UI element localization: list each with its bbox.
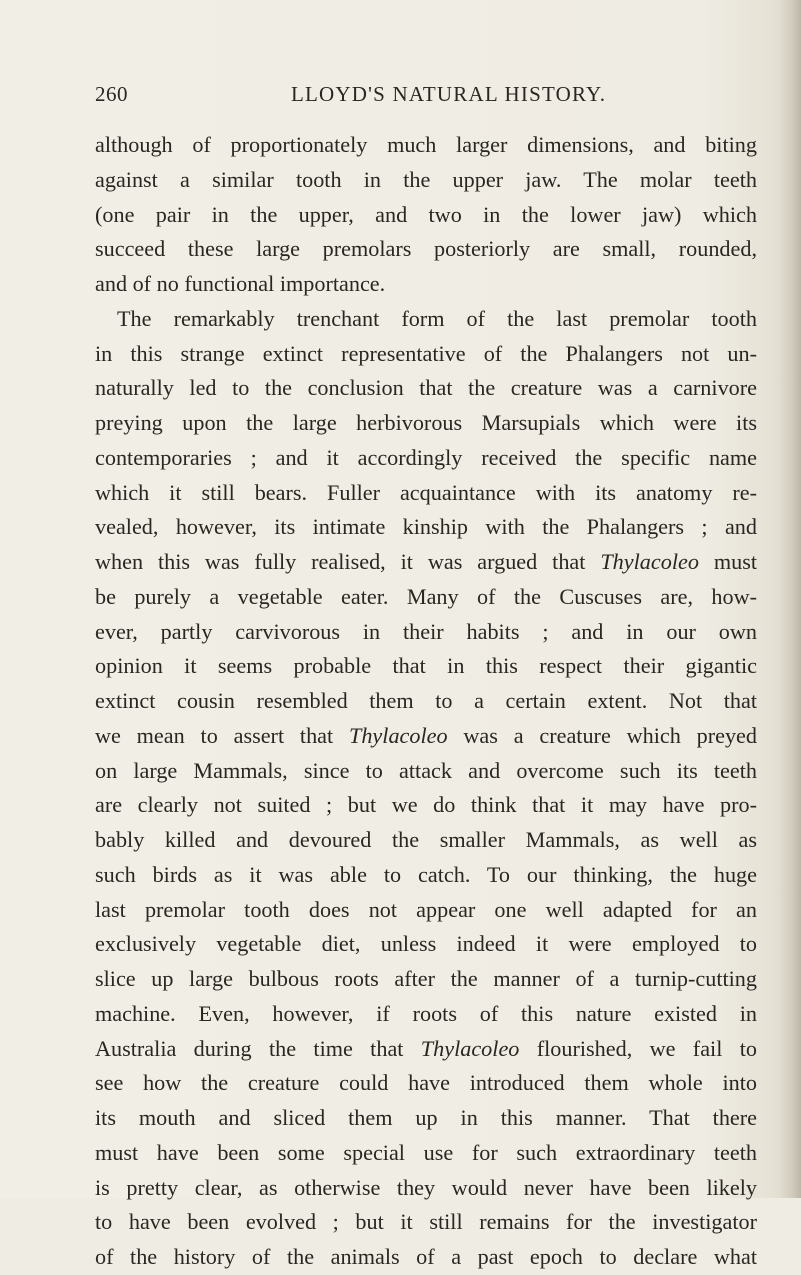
text-line: when this was fully realised, it was argued that Thylacoleo must <box>95 549 757 574</box>
text-line: bably killed and devoured the smaller Mammals, as well as <box>95 827 757 852</box>
text-line: naturally led to the conclusion that the creature was a carnivore <box>95 375 757 401</box>
page-edge-shadow <box>779 0 801 1198</box>
text-line: opinion it seems probable that in this respect their gigantic <box>95 653 757 679</box>
text-line: such birds as it was able to catch. To our thinking, the huge <box>95 861 757 887</box>
text-line: (one pair in the upper, and two in the lower jaw) which <box>95 201 757 227</box>
text-line: on large Mammals, since to attack and overcome such its teeth <box>95 757 757 783</box>
genus-name: Thylacoleo <box>349 722 448 748</box>
text-line: in this strange extinct representative of the Phalangers not un- <box>95 340 757 366</box>
text-line: ever, partly carvivorous in their habits ; and in our own <box>95 618 757 644</box>
text-line: last premolar tooth does not appear one well adapted for an <box>95 896 757 922</box>
genus-name: Thylacoleo <box>600 549 699 574</box>
page-number: 260 <box>95 82 128 106</box>
text-line: and of no functional importance. <box>95 271 386 296</box>
text-line: of the history of the animals of a past epoch to declare what <box>95 1244 757 1269</box>
text-line: extinct cousin resembled them to a certain extent. Not that <box>95 688 757 713</box>
text-line: slice up large bulbous roots after the manner of a turnip-cutting <box>95 966 757 991</box>
text-line: must have been some special use for such extraordinary teeth <box>95 1139 757 1165</box>
text-line: exclusively vegetable diet, unless indeed it were employed to <box>95 931 757 957</box>
text-line: contemporaries ; and it accordingly received the specific name <box>95 444 757 470</box>
genus-name: Thylacoleo <box>420 1035 520 1061</box>
page-header <box>95 82 745 112</box>
text-line: see how the creature could have introduced them whole into <box>95 1070 757 1096</box>
running-title: LLOYD'S NATURAL HISTORY. <box>291 82 607 106</box>
text-line: succeed these large premolars posteriorly are small, rounded, <box>95 236 757 262</box>
body-text <box>95 128 757 1275</box>
text-line: against a similar tooth in the upper jaw. The molar teeth <box>95 166 757 192</box>
text-line: to have been evolved ; but it still remains for the investigator <box>95 1209 757 1235</box>
text-line: preying upon the large herbivorous Marsupials which were its <box>95 410 757 435</box>
text-line: are clearly not suited ; but we do think that it may have pro- <box>95 792 757 818</box>
text-line: Australia during the time that Thylacoleo flourished, we fail to <box>95 1035 757 1061</box>
text-line: is pretty clear, as otherwise they would never have been likely <box>95 1174 757 1200</box>
text-line: machine. Even, however, if roots of this nature existed in <box>95 1000 757 1026</box>
text-line: its mouth and sliced them up in this manner. That there <box>95 1105 757 1130</box>
text-line: be purely a vegetable eater. Many of the Cuscuses are, how- <box>95 583 757 609</box>
text-line: we mean to assert that Thylacoleo was a creature which preyed <box>95 722 757 748</box>
text-line: The remarkably trenchant form of the last premolar tooth <box>117 305 757 331</box>
text-line: vealed, however, its intimate kinship with the Phalangers ; and <box>95 514 757 540</box>
text-line: although of proportionately much larger dimensions, and biting <box>95 132 757 157</box>
text-line: which it still bears. Fuller acquaintance with its anatomy re- <box>95 479 757 505</box>
